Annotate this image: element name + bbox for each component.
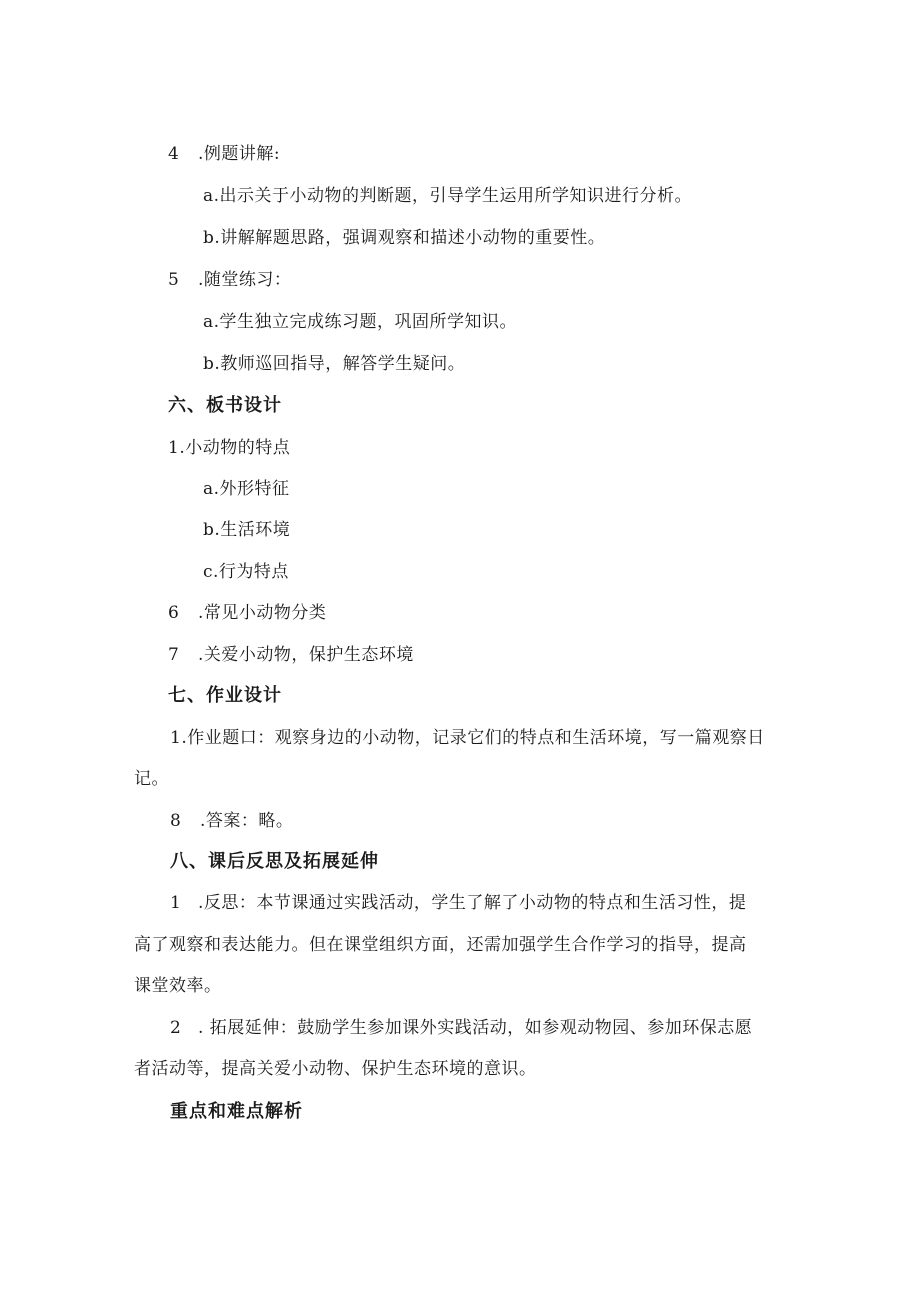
extension-line-2: 者活动等，提高关爱小动物、保护生态环境的意识。 [134,1059,537,1079]
sub-item-5a: a.学生独立完成练习题，巩固所学知识。 [203,312,518,332]
list-text: .反思：本节课通过实践活动，学生了解了小动物的特点和生活习性，提 [198,893,747,913]
list-number: 8 [170,811,182,831]
list-number: 5 [168,270,180,290]
list-number: 4 [168,144,180,164]
section-heading-key-points: 重点和难点解析 [170,1101,303,1122]
list-number: 6 [168,603,180,623]
sub-item-4b: b.讲解解题思路，强调观察和描述小动物的重要性。 [203,228,606,248]
list-text: .常见小动物分类 [198,603,327,623]
list-item-4 [168,142,280,166]
list-text: .答案：略。 [200,811,294,831]
sub-item-appearance: a.外形特征 [203,479,290,499]
sub-item-habitat: b.生活环境 [203,520,291,540]
list-text: .随堂练习： [198,270,292,290]
list-item-1-features: 1.小动物的特点 [168,438,291,458]
list-number: 2 [170,1018,182,1038]
extension-line-1 [170,1016,752,1040]
list-number: 7 [168,645,180,665]
sub-item-4a: a.出示关于小动物的判断题，引导学生运用所学知识进行分析。 [203,186,693,206]
list-item-5 [168,268,291,292]
sub-item-5b: b.教师巡回指导，解答学生疑问。 [203,354,466,374]
reflection-line-2: 高了观察和表达能力。但在课堂组织方面，还需加强学生合作学习的指导，提高 [134,935,747,955]
section-heading-reflection: 八、课后反思及拓展延伸 [170,851,379,872]
list-text: .关爱小动物，保护生态环境 [198,645,414,665]
sub-item-behavior: c.行为特点 [203,562,289,582]
reflection-line-1 [170,891,746,915]
list-text: . 拓展延伸：鼓励学生参加课外实践活动，如参观动物园、参加环保志愿 [198,1018,753,1038]
reflection-line-3: 课堂效率。 [134,976,222,996]
list-number: 1 [170,893,182,913]
list-item-6 [168,601,326,625]
list-text: .例题讲解: [198,144,281,164]
list-item-8 [170,809,293,833]
list-item-7 [168,643,414,667]
section-heading-board-design: 六、板书设计 [168,395,282,416]
homework-line-1: 1.作业题口：观察身边的小动物，记录它们的特点和生活环境，写一篇观察日 [170,728,765,748]
section-heading-homework: 七、作业设计 [168,685,282,706]
homework-line-2: 记。 [134,769,169,789]
